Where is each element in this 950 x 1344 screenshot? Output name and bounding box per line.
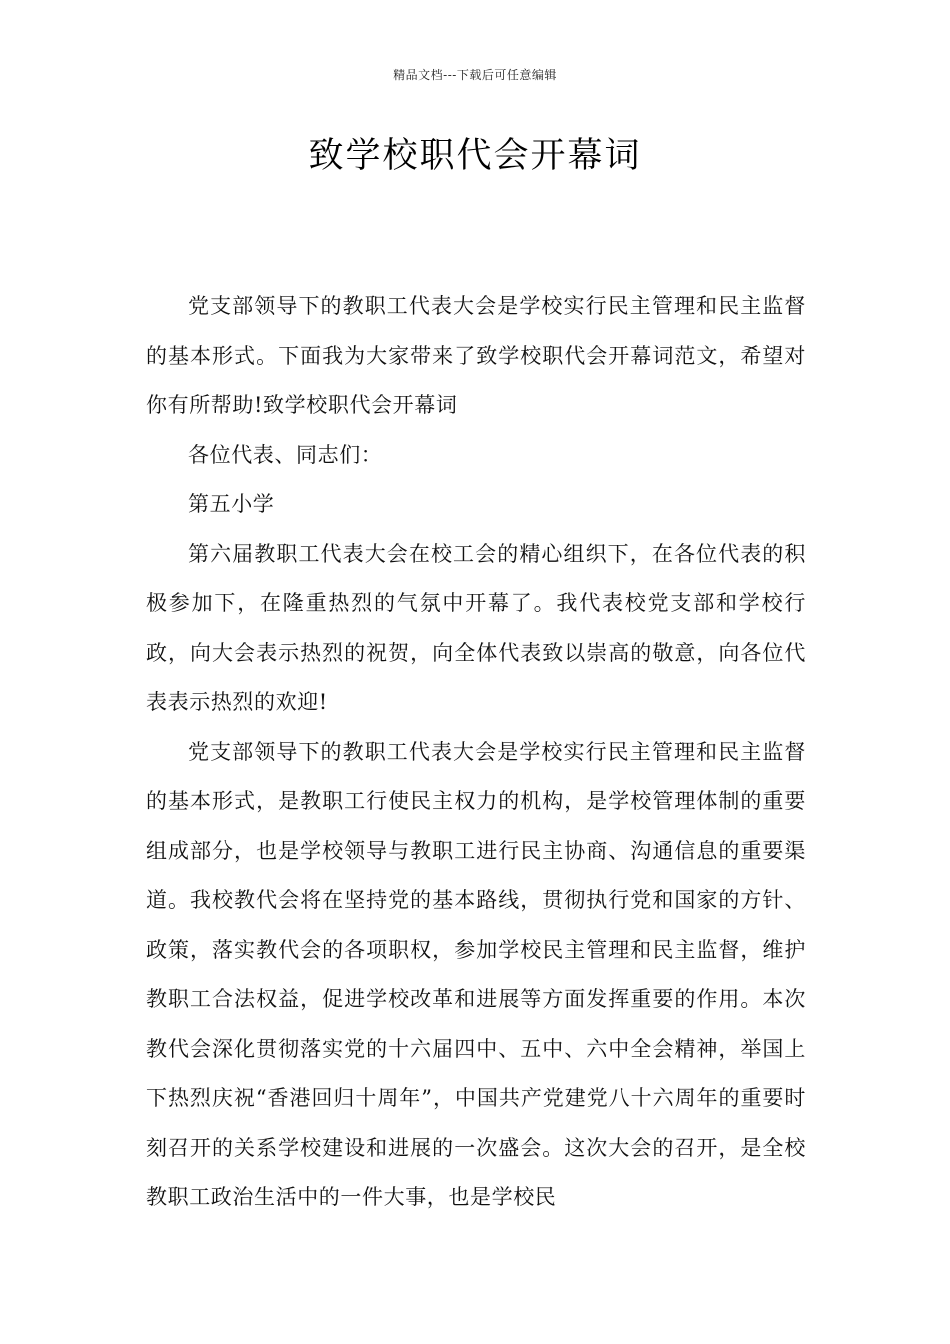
document-body (146, 282, 806, 1223)
paragraph-opening: 第六届教职工代表大会在校工会的精心组织下，在各位代表的积极参加下，在隆重热烈的气氛中开幕了。我代表校党支部和学校行政，向大会表示热烈的祝贺，向全体代表致以崇高的敬意，向各位代表表示热烈的欢迎! (146, 541, 806, 714)
paragraph-intro: 党支部领导下的教职工代表大会是学校实行民主管理和民主监督的基本形式。下面我为大家带来了致学校职代会开幕词范文，希望对你有所帮助!致学校职代会开幕词 (146, 294, 806, 417)
paragraph-salutation: 各位代表、同志们： (188, 442, 383, 467)
document-title: 致学校职代会开幕词 (308, 136, 642, 176)
header-note: 精品文档---下载后可任意编辑 (393, 68, 557, 82)
paragraph-school: 第五小学 (188, 492, 275, 516)
paragraph-main: 党支部领导下的教职工代表大会是学校实行民主管理和民主监督的基本形式，是教职工行使民主权力的机构，是学校管理体制的重要组成部分，也是学校领导与教职工进行民主协商、沟通信息的重要渠道。我校教代会将在坚持党的基本路线，贯彻执行党和国家的方针、政策，落实教代会的各项职权，参加学校民主管理和民主监督，维护教职工合法权益，促进学校改革和进展等方面发挥重要的作用。本次教代会深化贯彻落实党的十六届四中、五中、六中全会精神，举国上下热烈庆祝“香港回归十周年”，中国共产党建党八十六周年的重要时刻召开的关系学校建设和进展的一次盛会。这次大会的召开，是全校教职工政治生活中的一件大事，也是学校民 (146, 739, 806, 1209)
